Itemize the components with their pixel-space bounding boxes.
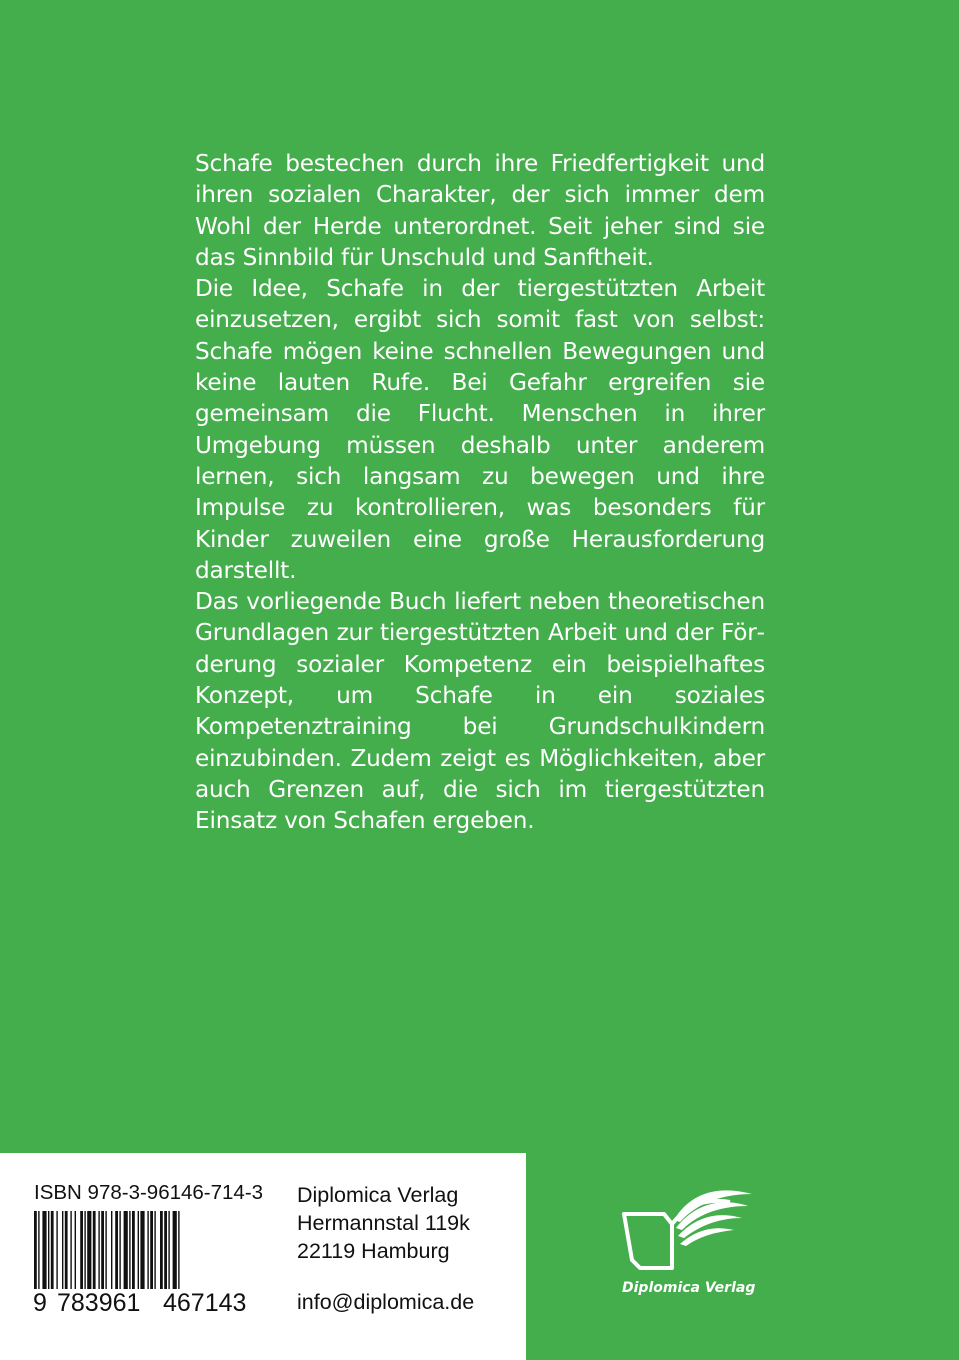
publisher-info-box	[0, 1153, 526, 1360]
barcode-digits-right: 467143	[163, 1289, 247, 1317]
publisher-street: Hermannstal 119k	[297, 1211, 470, 1235]
logo-wordmark: Diplomica Verlag	[622, 1280, 756, 1296]
blurb-paragraph-1: Schafe bestechen durch ihre Friedfertigkeit und ihren sozialen Charakter, der sich immer dem Wohl der Herde unterordnet. Seit jeher sind sie das Sinnbild für Unschuld und Sanftheit.	[195, 150, 765, 271]
isbn-label: ISBN 978-3-96146-714-3	[34, 1181, 264, 1204]
blurb-paragraph-2: Die Idee, Schafe in der tiergestützten Arbeit einzusetzen, ergibt sich somit fast von selbst: Schafe mögen keine schnellen Bewegungen und keine lauten Rufe. Bei Gefahr ergreifen sie gemeinsam die Flucht. Menschen in ihrer Umgebung müssen deshalb unter anderem lernen, sich langsam zu bewegen und ihre Impulse zu kontrollieren, was besonders für Kinder zuweilen eine große Herausforderung darstellt.	[195, 275, 765, 584]
barcode-digit-lead: 9	[33, 1289, 47, 1317]
publisher-name: Diplomica Verlag	[297, 1183, 459, 1207]
publisher-city: 22119 Hamburg	[297, 1239, 450, 1263]
publisher-address	[297, 1181, 470, 1265]
back-cover-blurb	[195, 148, 765, 837]
blurb-paragraph-3: Das vorliegende Buch liefert neben theoretischen Grundlagen zur tiergestützten Arbeit und der Förderung sozialer Kompetenz ein beispielhaftes Konzept, um Schafe in ein soziales Kompetenztraining bei Grundschulkindern einzubinden. Zudem zeigt es Möglichkeiten, aber auch Grenzen auf, die sich im tiergestützten Einsatz von Schafen ergeben.	[195, 588, 765, 835]
barcode-digits-left: 783961	[57, 1289, 141, 1317]
publisher-email: info@diplomica.de	[297, 1290, 475, 1314]
